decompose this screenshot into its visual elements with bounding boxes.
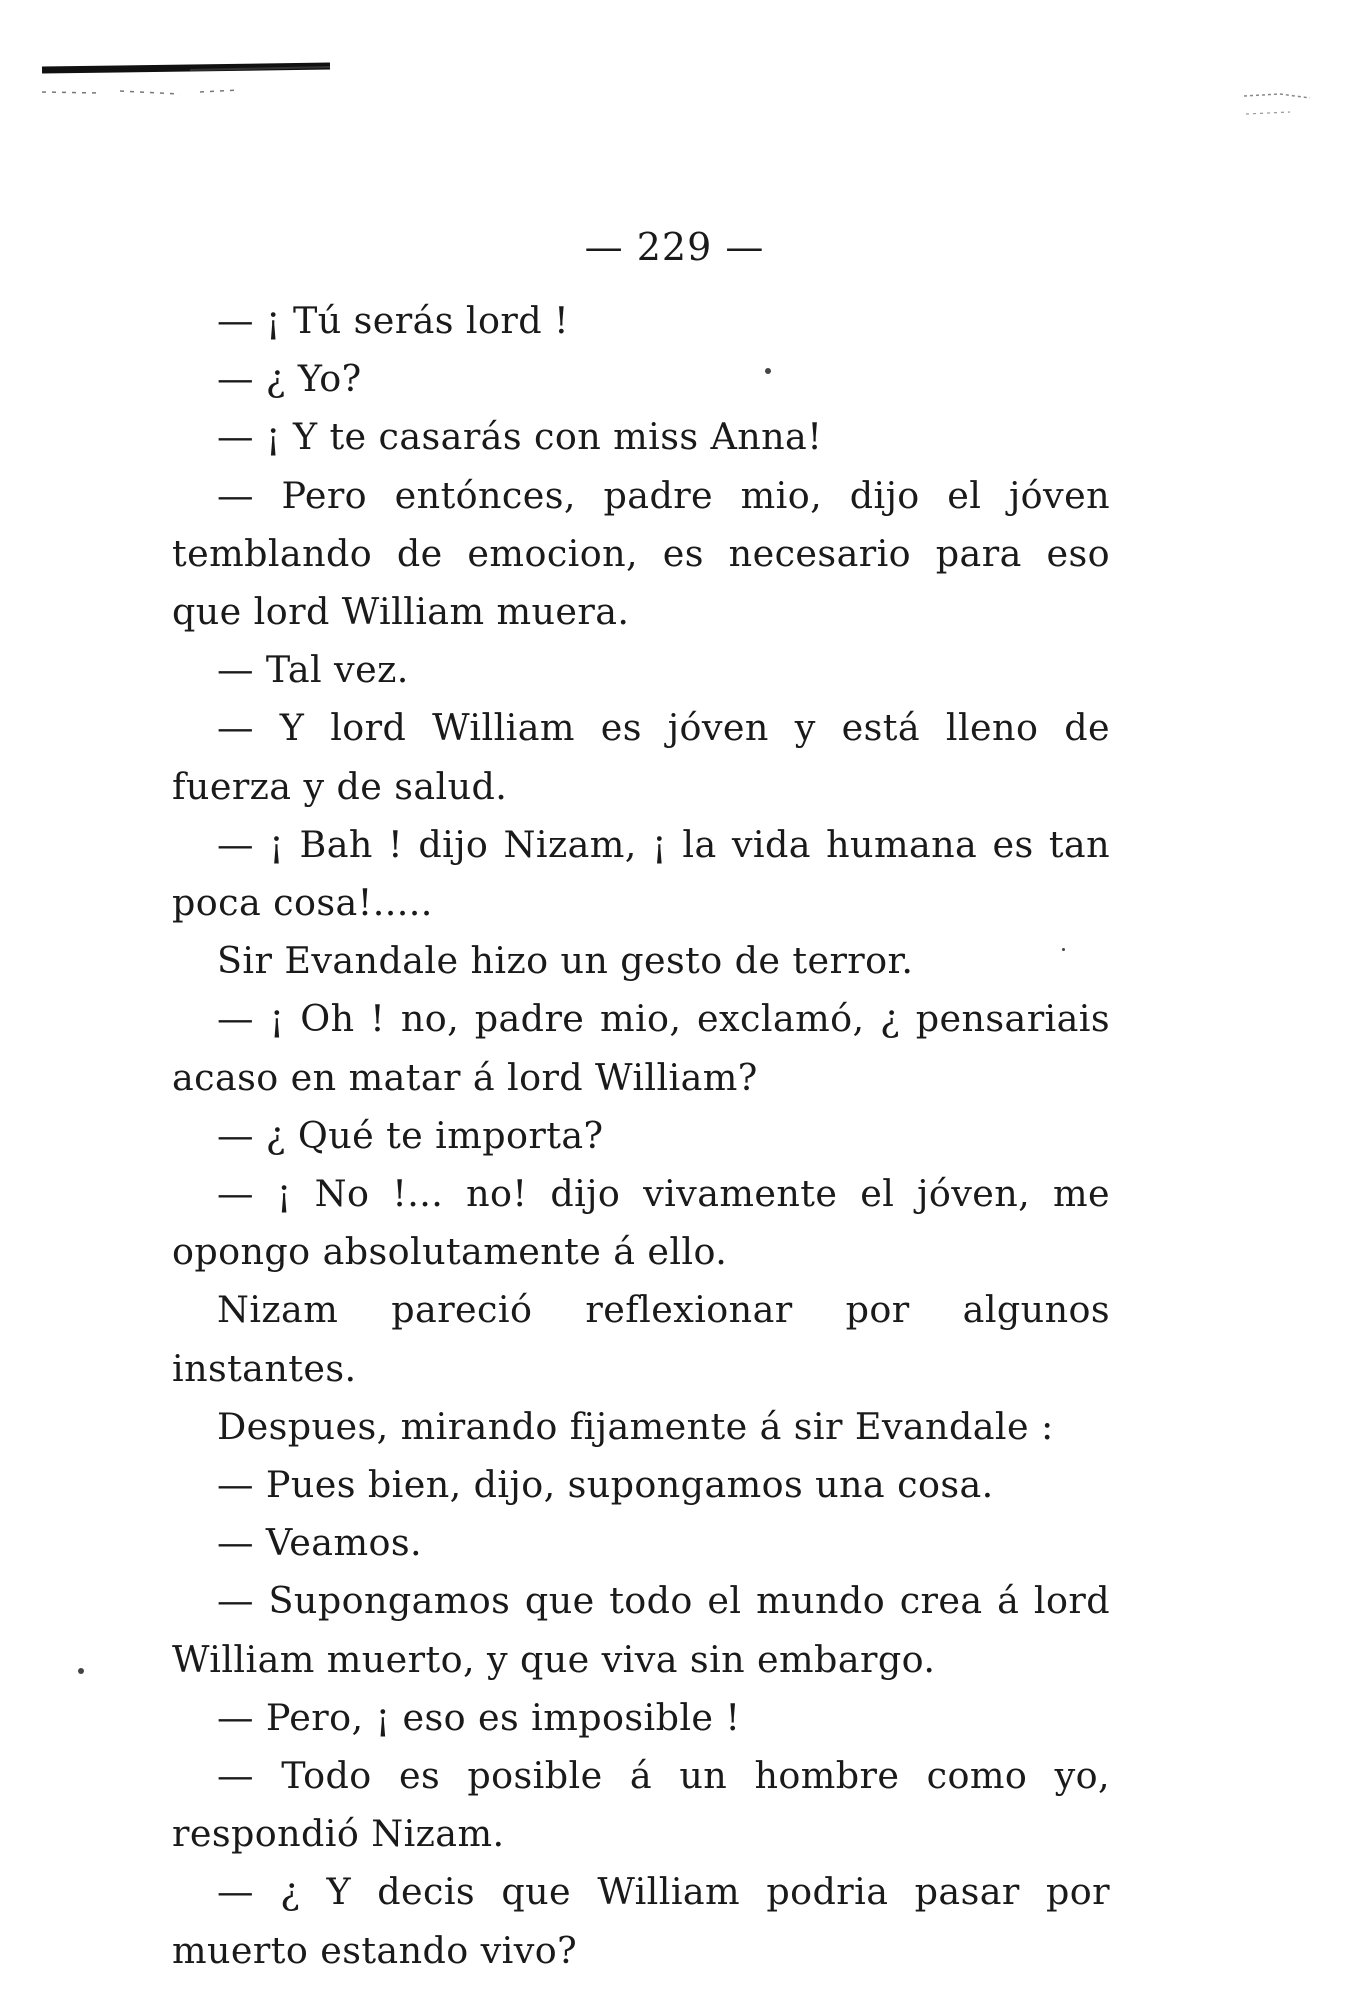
paragraph: — ¡ Tú serás lord ! [217,299,570,342]
scan-artifact-top-left [40,62,340,112]
paragraph: — Supongamos que todo el mundo crea á lord William muerto, y que viva sin embargo. [172,1579,1110,1681]
paragraph: — Veamos. [217,1521,422,1565]
scan-artifact-top-right [1240,90,1320,130]
paragraph: Despues, mirando fijamente á sir Evandale : [217,1404,1054,1448]
paragraph: — ¿ Y decis que William podria pasar por muerto estando vivo? [172,1870,1110,1972]
paragraph: — Todo es posible á un hombre como yo, respondió Nizam. [172,1754,1110,1856]
paragraph: — Pues bien, dijo, supongamos una cosa. [217,1463,994,1507]
paragraph: — Pero entónces, padre mio, dijo el jóven temblando de emocion, es necesario para eso que lord William muera. [172,473,1110,634]
paragraph: Sir Evandale hizo un gesto de terror. [217,939,914,983]
paragraph: — Y lord William es jóven y está lleno de fuerza y de salud. [172,706,1110,808]
paragraph: Nizam pareció reflexionar por algunos instantes. [172,1288,1110,1390]
body-text [172,292,1110,1980]
ink-speck [765,368,771,374]
page-number: — 229 — [584,225,765,269]
paragraph: — ¡ Oh ! no, padre mio, exclamó, ¿ pensariais acaso en matar á lord William? [172,997,1110,1099]
ink-speck [1062,948,1065,951]
paragraph: — Tal vez. [217,648,409,692]
paragraph: — ¡ Y te casarás con miss Anna! [217,415,823,459]
paragraph: — ¡ Bah ! dijo Nizam, ¡ la vida humana es tan poca cosa!..... [172,822,1110,925]
paragraph: — Pero, ¡ eso es imposible ! [217,1695,741,1739]
paragraph: — ¡ No !... no! dijo vivamente el jóven, me opongo absolutamente á ello. [172,1172,1110,1274]
paragraph: — ¿ Yo? [217,357,362,401]
paragraph: — ¿ Qué te importa? [217,1113,604,1157]
ink-speck [78,1668,84,1674]
